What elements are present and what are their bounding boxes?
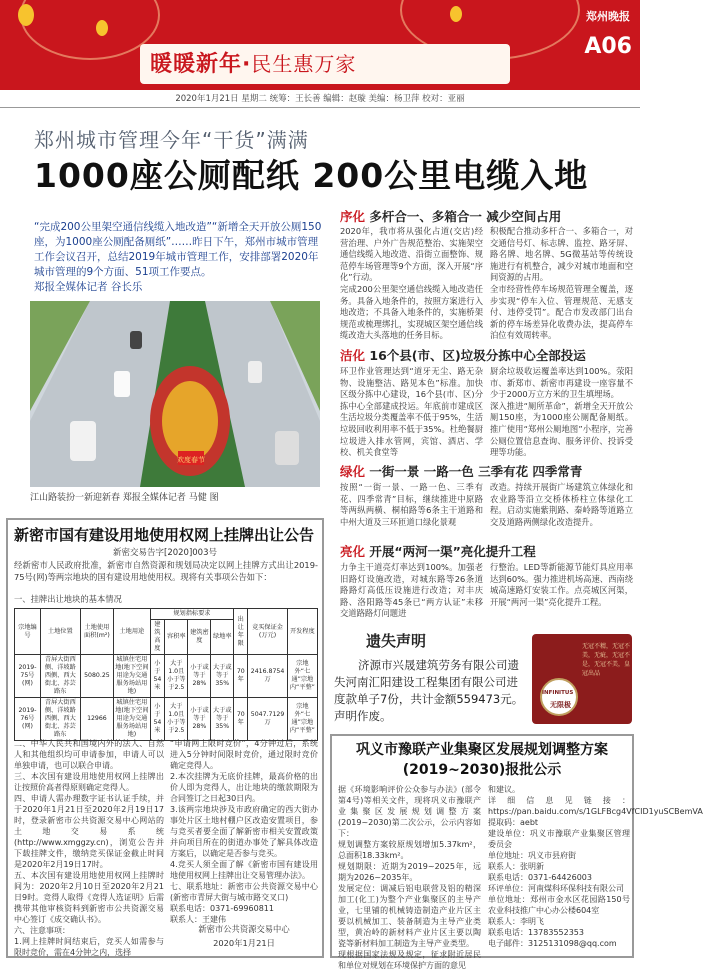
lantern-icon — [450, 6, 462, 22]
section-tag: 亮化 — [340, 544, 366, 559]
notice-intro: 经新密市人民政府批准，新密市自然资源和规划局决定以网上挂牌方式出让2019-75号(网)等两宗地块的国有建设用地使用权。现将有关事项公告如下： — [14, 560, 318, 582]
table-header: 出让年限 — [234, 609, 248, 655]
table-header: 开发程度 — [287, 609, 317, 655]
notice-section-1: 一、挂牌出让地块的基本情况 — [14, 594, 122, 604]
table-cell: 青屏大街西侧、洋坡路西侧、西大街北、苏芸路东 — [40, 698, 80, 741]
table-cell: 城镇住宅用地(地下空间用途为交通服务场站用地) — [114, 698, 150, 741]
ad-brand-en: INFINITUS — [542, 690, 574, 696]
table-cell: 大于1.0且小于等于2.5 — [165, 655, 188, 698]
table-cell: 2019-76号(网) — [15, 698, 41, 741]
notice-body-right: “申请网上限时竞价”，4分钟过后，系统进入5分钟时间限时竞价，通过限时竞价确定竞得人。 2.本次挂牌为无底价挂牌，最高价格的出价人即为竞得人，出让地块的缴款期限为合同签订之日起30日内。 3.该两宗地块涉及市政府确定的西大街办事处片区土地村棚户区改造安置项目，参与竞买者要全面了解新密市相关安置政策并向项目所在的街道办事处了解具体改造方案后，以确定是否参与竞买。 4.竞买人须全面了解《新密市国有建设用地使用权网上挂牌出让交易管理办法》。 七、联系地址：新密市公共资源交易中心(新密市青屏大街与城市路交叉口) 联系电话：0371-69960811 联系人：王建伟 — [170, 739, 318, 924]
section-title: 16个县(市、区)垃圾分拣中心全部投运 — [369, 348, 586, 363]
land-auction-notice — [6, 518, 324, 958]
section-title: 多杆合一、多箱合一 减少空间占用 — [369, 209, 562, 224]
table-group-header: 规划指标要求 — [150, 609, 234, 620]
lost-text: 济源市兴晟建筑劳务有限公司遗失河南汇阳建设工程集团有限公司进度款单子7份，共计金额559473元。声明作废。 — [334, 658, 524, 723]
section-body: 力争主干道亮灯率达到100%。加强老旧路灯设施改造，对城东路等26条道路路灯高低压设施进行改造；对丰庆路、洛阳路等45条已“两方认证”未移交道路路灯问题进 — [340, 562, 483, 619]
table-cell: 12966 — [80, 698, 113, 741]
banner-title-dot: · — [242, 52, 252, 77]
table-header: 绿地率 — [211, 620, 234, 655]
table-cell: 宗地外“七通”宗地内“平整” — [287, 698, 317, 741]
sign-text: 欢度春节 — [177, 456, 205, 464]
lantern-icon — [18, 4, 34, 26]
section-heading — [340, 542, 536, 560]
table-header: 宗地编号 — [15, 609, 41, 655]
table-cell: 小于54米 — [150, 698, 165, 741]
notice-signer: 新密市公共资源交易中心 — [198, 924, 290, 934]
lead-text: “完成200公里架空通信线缆入地改造”“新增全天开放公厕150座，为1000座公厕配备厕纸”……昨日下午，郑州市城市管理工作会议召开，总结2019年城市管理工作，安排部署2020年城市管理的9个方面、51项工作要点。 — [34, 221, 322, 278]
table-cell: 青屏大街西侧、洋坡路西侧、西大街北、苏芸路东 — [40, 655, 80, 698]
lost-title: 遗失声明 — [366, 632, 427, 650]
table-header: 建筑密度 — [188, 620, 211, 655]
ad-brand-cn: 无限极 — [550, 701, 571, 709]
section-tag: 洁化 — [340, 348, 366, 363]
table-cell: 宗地外“七通”宗地内“平整” — [287, 655, 317, 698]
banner-title-sub: 民生惠万家 — [251, 52, 357, 76]
brand-logo-icon — [540, 678, 578, 716]
article-headline: 1000座公厕配纸 200公里电缆入地 — [34, 156, 589, 195]
table-header-row — [15, 609, 318, 620]
section-body: 积极配合推动多杆合一、多箱合一，对交通信号灯、标志牌、监控、路牙屏、路名牌、地名牌、5G微基站等传统设施进行有机整合，减少对城市地面和空间资源的占用。 全市经营性停车场规范管理全覆盖，逐步实现“停车入位、管理规范、无感支付、违停受罚”。配合市发改部门出台新的停车场差异化收费办法，提高停车泊位有效周转率。 — [490, 226, 633, 341]
notice-body-left: 二、中华人民共和国境内外的法人、自然人和其他组织均可申请参加，申请人可以单独申请，也可以联合申请。 三、本次国有建设用地使用权网上挂牌出让按照价高者得原则确定竞得人。 四、申请人需办理数字证书认证手续，并于2020年1月21日至2020年2月19日17时，登录新密市公共资源交易中心网站的土地交易系统(http://www.xmggzy.cn)，浏览公告并下载挂牌文件，缴纳竞买保证金截止时间是2020年2月19日17时。 五、本次国有建设用地使用权网上挂牌时间为：2020年2月10日至2020年2月21日9时。竞得人取得《竞得人选证明》后需携带其他审核资料到新密市公共资源交易中心签订《成交确认书》。 六、注意事项： 1.网上挂牌时间结束后，竞买人如需参与限时竞价，需在4分钟之内，选择 — [14, 739, 164, 957]
table-cell: 小于54米 — [150, 655, 165, 698]
article-kicker: 郑州城市管理今年“干货”满满 — [34, 128, 309, 152]
ad-slogan: 无冠不精，无冠不美，无疵，无冠不是，无冠不美，皇冠出品 — [582, 643, 631, 677]
section-body: 行整治。LED等新能源节能灯具应用率达到60%。强力推进机场高速、西南绕城高速路灯安装工作。点亮城区河渠，开展“两河一渠”亮化提升工程。 — [490, 562, 633, 607]
land-table — [14, 608, 318, 741]
table-header: 容积率 — [165, 620, 188, 655]
lantern-icon — [96, 20, 108, 36]
section-tag: 绿化 — [340, 464, 366, 479]
article-lead — [34, 220, 322, 295]
page-meta: 2020年1月21日 星期二 统筹：王长善 编辑：赵璇 美编：杨卫萍 校对：亚丽 — [0, 92, 640, 108]
notice-date: 2020年1月21日 — [213, 938, 275, 948]
table-header: 土地使用面积(m²) — [80, 609, 113, 655]
section-body: 环卫作业管理达到“道牙无尘、路无杂物、设施整洁、路见本色”标准。加快区级分拣中心建设，16个县(市、区)分拣中心全部建成投运。年底前市建成区生活垃圾分类覆盖率不低于95%，生活垃圾回收利用率不低于35%。杜绝餐厨垃圾进入排水管网，宾馆、酒店、学校、机关食堂等 — [340, 366, 483, 458]
table-header: 土地用途 — [114, 609, 150, 655]
table-header: 建筑高度 — [150, 620, 165, 655]
page-banner — [0, 0, 640, 90]
table-cell: 大于或等于35% — [211, 698, 234, 741]
lead-byline: 郑报全媒体记者 谷长乐 — [34, 281, 143, 293]
gongyi-body-left: 据《环境影响评价公众参与办法》(部令第4号)等相关文件，现将巩义市豫联产业集聚区发展规划调整方案(2019~2030)第二次公示，公示内容如下： 规划调整方案较原规划增加5.37km²，总面积18.33km²。 规划期限：近期为2019~2025年，远期为2026~2035年。 发展定位：调减后铝电联营及铝的精深加工(化工)为整个产业集聚区的主导产业，七里铺的机械铸造制造产业片区主要以机械加工、装备制造为主导产业类型，黄冶岭的新材料产业片区主要以陶瓷等新材料加工制造为主导产业类型。 现根据国家法规及规定，征求附近居民和单位对规划在环境保护方面的意见 — [338, 785, 481, 970]
section-heading — [340, 462, 582, 480]
table-cell: 小于或等于28% — [188, 698, 211, 741]
section-body: 厨余垃圾收运覆盖率达到100%。荥阳市、新郑市、新密市再建设一座容量不少于2000万立方米的卫生填埋场。 深入推进“厕所革命”，新增全天开放公厕150座，为1000座公厕配备厕纸。推广使用“郑州公厕地图”小程序，完善公厕位置信息查询、服务评价、投诉受理等功能。 — [490, 366, 633, 458]
table-header: 土地位置 — [40, 609, 80, 655]
section-tag: 序化 — [340, 209, 366, 224]
table-cell: 5047.7129万 — [248, 698, 287, 741]
table-cell: 70年 — [234, 655, 248, 698]
page-number: A06 — [584, 34, 632, 59]
table-cell: 城镇住宅用地(地下空间用途为交通服务场站用地) — [114, 655, 150, 698]
gongyi-plan-notice — [330, 734, 703, 970]
table-cell: 小于或等于28% — [188, 655, 211, 698]
notice-title: 新密市国有建设用地使用权网上挂牌出让公告 — [14, 526, 315, 544]
table-cell: 70年 — [234, 698, 248, 741]
street-photo-illustration — [30, 301, 320, 487]
street-photo — [30, 301, 320, 487]
lost-statement — [334, 630, 524, 726]
gongyi-title: 巩义市豫联产业集聚区发展规划调整方案(2019~2030)报批公示 — [356, 742, 608, 778]
table-cell: 2416.8754万 — [248, 655, 287, 698]
decorative-swirl — [20, 0, 160, 60]
notice-number: 新密交易告字[2020]003号 — [113, 548, 217, 558]
table-cell: 5080.25 — [80, 655, 113, 698]
section-body: 2020年，我市将从强化占道(交店)经营治理、户外广告规范整治、实施架空通信线缆入地改造、沿街立面整饰、规范停车场管理等9个方面，深入开展“序化”行动。 完成200公里架空通信线缆入地改造任务。具备入地条件的，按照方案进行入地改造；不具备入地条件的，实施桥架规范或梳理绑扎，实现城区架空通信线缆改造大头落地的任务目标。 — [340, 226, 483, 341]
section-title: 开展“两河一渠”亮化提升工程 — [369, 544, 536, 559]
table-row — [15, 698, 318, 741]
photo-caption: 江山路装扮一新迎新春 郑报全媒体记者 马健 图 — [30, 493, 219, 503]
table-row — [15, 655, 318, 698]
section-heading — [340, 207, 561, 225]
section-title: 一街一景 一路一色 三季有花 四季常青 — [369, 464, 583, 479]
section-body: 改造。持续开展街广场建筑立体绿化和农业路等沿立交桥体桥柱立体绿化工程。启动实施紫荆路、秦岭路等道路立交及道路两侧绿化改造提升。 — [490, 482, 633, 527]
paper-name: 郑州晚报 — [586, 10, 630, 23]
gongyi-body-right: 和建议。 详细信息见链接：https://pan.baidu.com/s/1GLFBcg4VfCID1yuSCBemVA 提取码：aebt 建设单位：巩义市豫联产业集聚区管理委员会 单位地址：巩义市县府街 联系人：张明新 联系电话：0371-64426003 环评单位：河南煤科环保科技有限公司 单位地址：郑州市金水区花园路150号农业科技推广中心办公楼604室 联系人：李明飞 联系电话：13783552353 电子邮件：3125131098@qq.com — [488, 785, 703, 948]
section-body: 按照“一街一景、一路一色、三季有花、四季常青”目标，继续推进中原路等两纵两横、桐柏路等6条主干道路和中州大道及三环匝道口绿化景观 — [340, 482, 483, 527]
banner-title-main: 暖暖新年 — [150, 52, 243, 77]
table-cell: 大于1.0且小于等于2.5 — [165, 698, 188, 741]
table-header: 竞买保证金(万元) — [248, 609, 287, 655]
table-cell: 大于或等于35% — [211, 655, 234, 698]
section-heading — [340, 346, 586, 364]
table-cell: 2019-75号(网) — [15, 655, 41, 698]
banner-title — [150, 47, 356, 78]
infinitus-ad — [532, 634, 632, 724]
